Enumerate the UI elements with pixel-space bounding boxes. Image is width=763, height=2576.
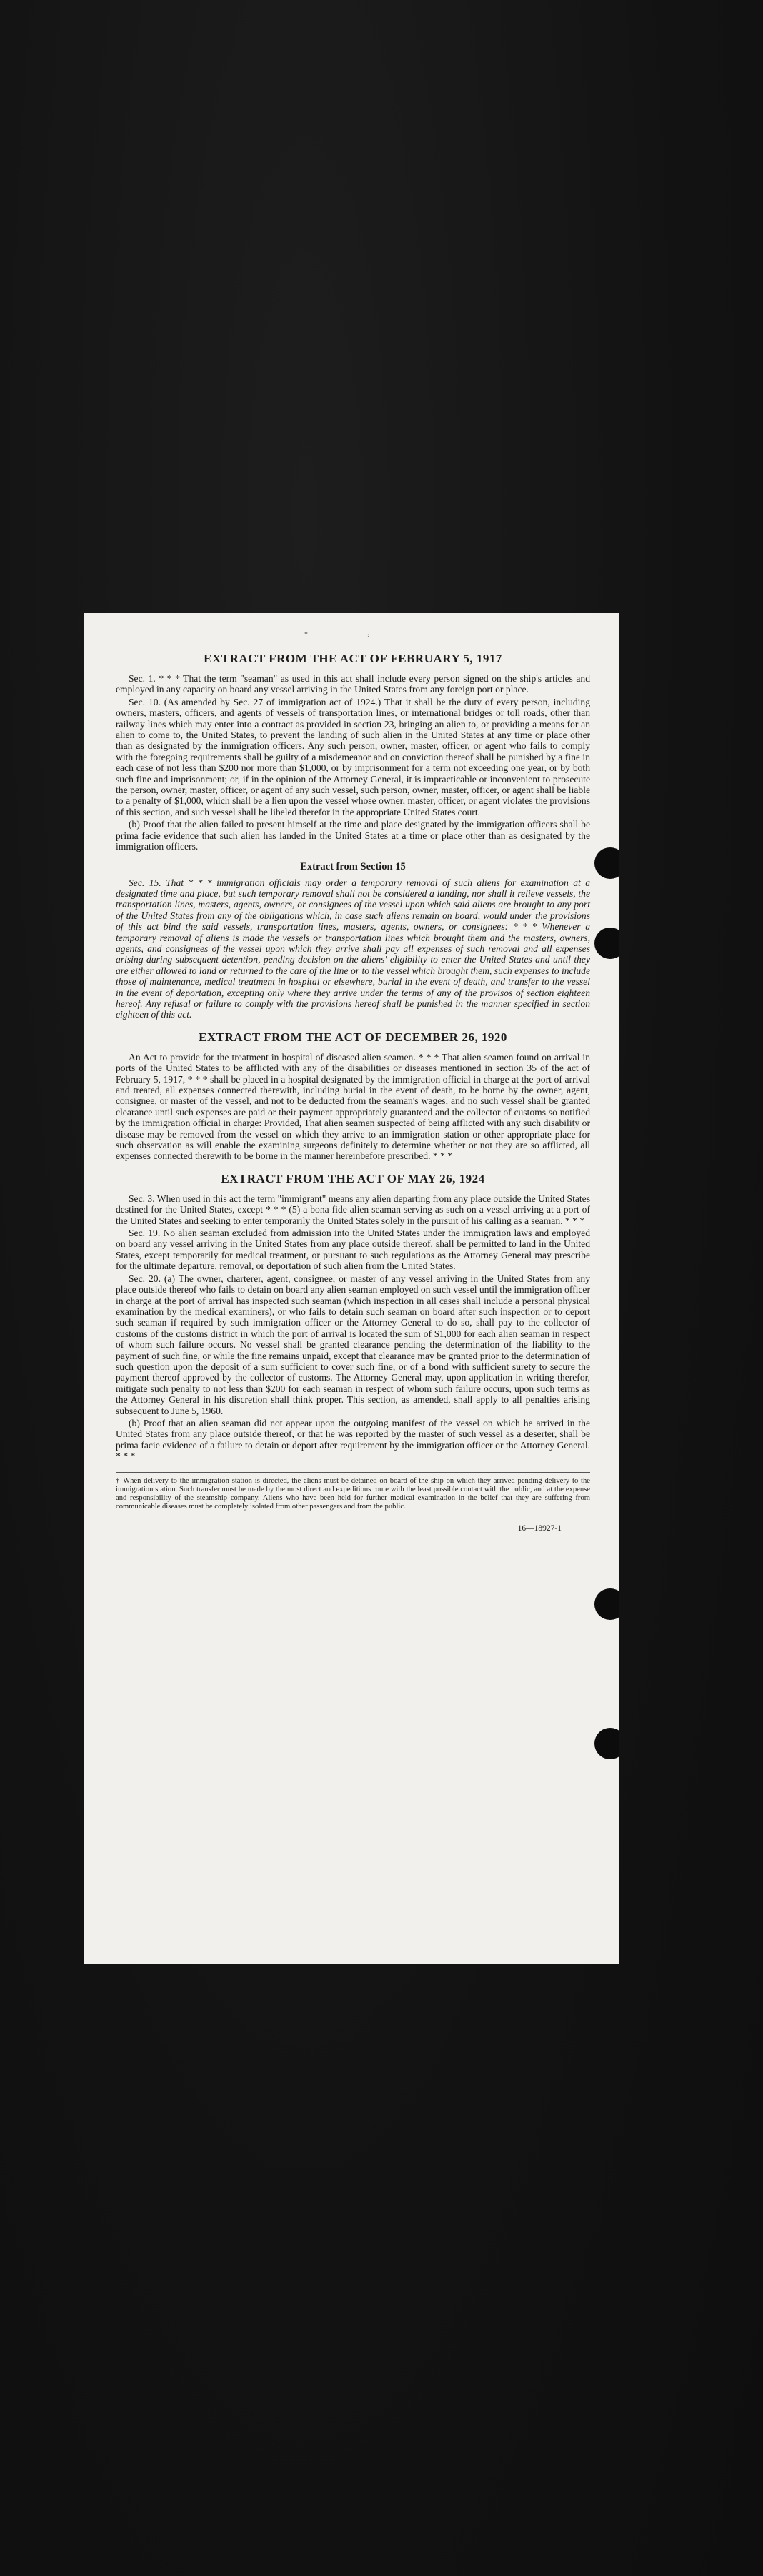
paragraph: Sec. 10. (As amended by Sec. 27 of immigration act of 1924.) That it shall be the duty of every person, including owners, masters, officers, and agents of vessels of transportation lines, or international bridges or toll roads, other than railway lines which may enter into a contract as provided in section 23, bringing an alien to, or providing a means for an alien to come to, the United States, to prevent the landing of such alien in the United States at any time or place other than as designated by the immigration officers. Any such person, owner, master, officer, or agent who fails to comply with the foregoing requirements shall be guilty of a misdemeanor and on conviction thereof shall be punished by a fine in each case of not less than $200 nor more than $1,000, or by imprisonment for a term not exceeding one year, or by both such fine and imprisonment; or, if in the opinion of the Attorney General, it is impracticable or inconvenient to prosecute the person, owner, master, officer, or agent of any such vessel, such person, owner, master, officer, or agent shall be liable to a penalty of $1,000, which shall be a lien upon the vessel whose owner, master, officer, or agent violates the provisions of this section, and such vessel shall be libeled therefor in the appropriate United States court. bbox=[116, 696, 590, 817]
page-top-marks: - , bbox=[304, 627, 399, 638]
subsection-heading: Extract from Section 15 bbox=[300, 860, 406, 872]
paragraph: Sec. 19. No alien seaman excluded from admission into the United States under the immigration laws and employed on board any vessel arriving in the United States from any place outside thereof, shall be permitted to land in the United States, except temporarily for medical treatment, or pursuant to such regulations as the Attorney General may prescribe for the ultimate departure, removal, or deportation of such alien from the United States. bbox=[116, 1228, 590, 1272]
punch-hole bbox=[594, 1728, 619, 1759]
document-number: 16—18927-1 bbox=[517, 1524, 562, 1533]
paragraph: Sec. 15. That * * * immigration officials may order a temporary removal of such aliens for examination at a designated time and place, but such temporary removal shall not be considered a landing, nor shall it relieve vessels, the transportation lines, masters, agents, owners, or consignees of the vessel upon which said aliens are brought to any port of the United States from any of the obligations which, in case such aliens remain on board, would under the provisions of this act bind the said vessels, transportation lines, masters, agents, owners, or consignees: * * * Whenever a temporary removal of aliens is made the vessels or transportation lines which brought them and the masters, owners, agents, and consignees of the vessel upon which they arrive shall pay all expenses of such removal and all expenses arising during subsequent detention, pending decision on the aliens' eligibility to enter the United States and until they are either allowed to land or returned to the care of the line or to the vessel which brought them, such expenses to include those of maintenance, medical treatment in hospital or elsewhere, burial in the event of death, and transfer to the vessel in the event of deportation, excepting only where they arrive under the terms of any of the provisos of section eighteen hereof. Any refusal or failure to comply with the provisions hereof shall be punished in the manner specified in section eighteen of this act. bbox=[116, 877, 590, 1020]
section-act-1920 bbox=[116, 1030, 590, 1162]
paragraph: Sec. 3. When used in this act the term "immigrant" means any alien departing from any place outside the United States destined for the United States, except * * * (5) a bona fide alien seaman serving as such on a vessel arriving at a port of the United States and seeking to enter temporarily the United States solely in the pursuit of his calling as a seaman. * * * bbox=[116, 1193, 590, 1226]
section-15-extract bbox=[116, 861, 590, 1020]
section-heading: EXTRACT FROM THE ACT OF MAY 26, 1924 bbox=[221, 1171, 485, 1185]
section-heading: EXTRACT FROM THE ACT OF DECEMBER 26, 1920 bbox=[199, 1030, 507, 1044]
punch-hole bbox=[594, 847, 619, 879]
paragraph: An Act to provide for the treatment in hospital of diseased alien seamen. * * * That alien seamen found on arrival in ports of the United States to be afflicted with any of the disabilities or diseases mentioned in section 35 of the act of February 5, 1917, * * * shall be placed in a hospital designated by the immigration official in charge at the port of arrival and treated, all expenses connected therewith, including burial in the event of death, to be borne by the owner, agent, consignee, or master of the vessel, and not to be deducted from the seaman's wages, and no such vessel shall be granted clearance until such expenses are paid or their payment appropriately guaranteed and the collector of customs so notified by the immigration official in charge: Provided, That alien seamen suspected of being afflicted with any such disability or disease may be removed from the vessel on which they arrive to an immigration station or other appropriate place for such observation as will enable the examining surgeons definitely to determine whether or not they are so afflicted, all expenses connected therewith to be borne in the manner hereinbefore prescribed. * * * bbox=[116, 1051, 590, 1162]
section-act-1924 bbox=[116, 1172, 590, 1462]
paragraph: (b) Proof that the alien failed to present himself at the time and place designated by the immigration officers shall be prima facie evidence that such alien has landed in the United States at a time or place other than as designated by the immigration officers. bbox=[116, 819, 590, 852]
section-act-1917 bbox=[116, 652, 590, 852]
document-page bbox=[84, 613, 619, 1964]
footnote: † When delivery to the immigration station is directed, the aliens must be detained on board of the ship on which they arrived pending delivery to the immigration station. Such transfer must be made by the most direct and expeditious route with the least possible contact with the public, and at the expense and responsibility of the steamship company. Aliens who have been held for further medical examination in the belief that they are suffering from communicable diseases must be completely isolated from other passengers and from the public. bbox=[116, 1472, 590, 1512]
section-heading: EXTRACT FROM THE ACT OF FEBRUARY 5, 1917 bbox=[204, 652, 502, 665]
paragraph: Sec. 1. * * * That the term "seaman" as used in this act shall include every person signed on the ship's articles and employed in any capacity on board any vessel arriving in the United States from any foreign port or place. bbox=[116, 673, 590, 695]
paragraph: Sec. 20. (a) The owner, charterer, agent, consignee, or master of any vessel arriving in the United States from any place outside thereof who fails to detain on board any alien seaman employed on such vessel until the immigration officer in charge at the port of arrival has inspected such seaman (which inspection in all cases shall include a personal physical examination by the medical examiners), or who fails to detain such seaman on board after such inspection or to deport such seaman if required by such immigration officer or the Attorney General to do so, shall pay to the collector of customs of the customs district in which the port of arrival is located the sum of $1,000 for each alien seaman in respect of whom such failure occurs. No vessel shall be granted clearance pending the determination of the liability to the payment of such fine, or while the fine remains unpaid, except that clearance may be granted prior to the determination of such question upon the deposit of a sum sufficient to cover such fine, or of a bond with sufficient surety to secure the payment thereof approved by the collector of customs. The Attorney General may, upon application in writing therefor, mitigate such penalty to not less than $200 for each seaman in respect of whom such failure occurs, upon such terms as the Attorney General in his discretion shall think proper. This section, as amended, shall apply to all penalties arising subsequent to June 5, 1960. bbox=[116, 1273, 590, 1416]
punch-hole bbox=[594, 1588, 619, 1620]
punch-hole bbox=[594, 928, 619, 959]
paragraph: (b) Proof that an alien seaman did not appear upon the outgoing manifest of the vessel on which he arrived in the United States from any place outside thereof, or that he was reported by the master of such vessel as a deserter, shall be prima facie evidence of a failure to detain or deport after requirement by the immigration officer or the Attorney General. * * * bbox=[116, 1417, 590, 1462]
